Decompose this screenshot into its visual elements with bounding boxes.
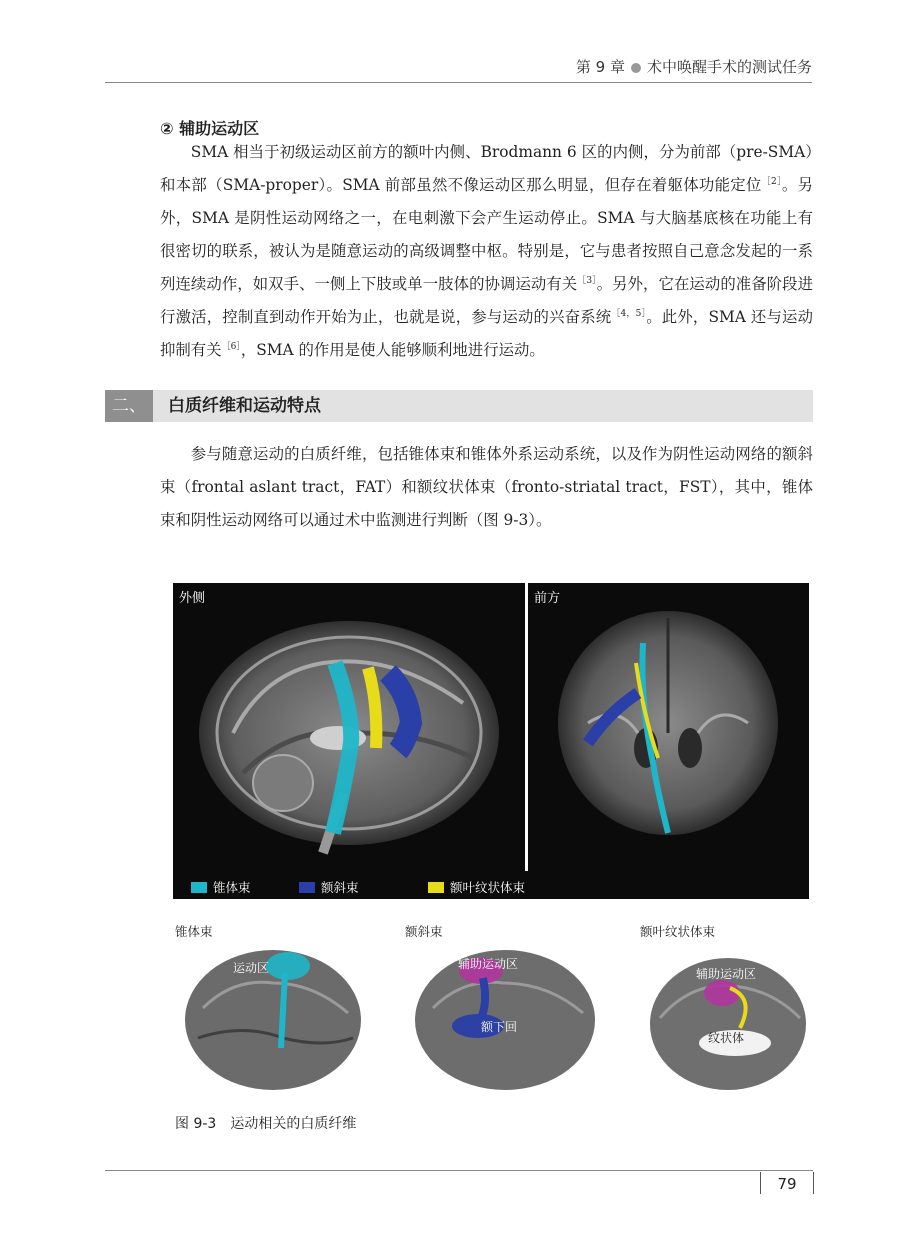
label-striatum: 纹状体 — [708, 1031, 745, 1045]
legend-item-fat: 额斜束 — [299, 878, 359, 896]
caption-number: 图 9-3 — [175, 1116, 217, 1132]
panel-label-lateral: 外侧 — [179, 591, 206, 606]
subfigure-title-fst: 额叶纹状体束 — [640, 924, 716, 939]
label-motor-area: 运动区 — [233, 961, 270, 975]
section-title: 白质纤维和运动特点 — [168, 396, 321, 416]
figure-caption — [175, 1113, 356, 1133]
chapter-number: 第 9 章 — [575, 58, 625, 76]
subfigure-fat-brain — [403, 938, 608, 1098]
subfigure-cst-brain — [173, 938, 373, 1098]
label-ifg: 额下回 — [481, 1020, 518, 1034]
legend-item-cst: 锥体束 — [191, 878, 251, 896]
citation-ref: ［6］ — [221, 341, 241, 352]
figure-panel-lateral — [173, 583, 525, 871]
citation-ref: ［2］ — [761, 176, 782, 187]
subfigure-fst-brain — [640, 938, 815, 1098]
footer-rule — [105, 1170, 813, 1171]
citation-ref: ［3］ — [577, 275, 597, 286]
page-number: 79 — [760, 1172, 814, 1194]
chapter-title: 术中唤醒手术的测试任务 — [646, 58, 812, 76]
running-header — [105, 50, 812, 83]
coronal-brain-image — [528, 583, 809, 871]
panel-label-anterior: 前方 — [534, 591, 561, 606]
section-number: 二、 — [105, 390, 153, 422]
paragraph-white-matter: 参与随意运动的白质纤维，包括锥体束和锥体外系运动系统，以及作为阴性运动网络的额斜束（frontal aslant tract，FAT）和额纹状体束（fronto-striatal tract，FST），其中，锥体束和阴性运动网络可以通过术中监测进行判断（图 9-3）。 — [160, 445, 813, 529]
figure-legend — [173, 871, 809, 899]
paragraph-sma: SMA 相当于初级运动区前方的额叶内侧、Brodmann 6 区的内侧，分为前部（pre-SMA）和本部（SMA-proper）。SMA 前部虽然不像运动区那么明显，但存在着躯体功能定位$^{[2]}$。另外，SMA 是阴性运动网络之一，在电刺激下会产生运动停止。SMA 与大脑基底核在功能上有很密切的联系，被认为是随意运动的高级调整中枢。特别是，它与患者按照自己意念发起的一系列连续动作，如双手、一侧上下肢或单一肢体的协调运动有关$^{[3]}$。另外，它在运动的准备阶段进行激活，控制直到动作开始为止，也就是说，参与运动的兴奋系统$^{[4,5]}$。此外，SMA 还与运动抑制有关$^{[6]}$，SMA 的作用是使人能够顺利地进行运动。 — [160, 143, 814, 359]
sagittal-brain-image — [173, 583, 525, 871]
label-sma: 辅助运动区 — [458, 957, 519, 971]
header-title — [576, 56, 812, 77]
subfigure-title-cst: 锥体束 — [175, 924, 213, 939]
legend-swatch — [299, 882, 315, 893]
label-sma: 辅助运动区 — [696, 967, 757, 981]
bullet-dot-icon — [631, 63, 641, 73]
legend-swatch — [428, 882, 444, 893]
figure-panel-anterior — [528, 583, 809, 871]
legend-item-fst: 额叶纹状体束 — [428, 878, 525, 896]
subsection-heading: ② 辅助运动区 — [160, 119, 260, 138]
citation-ref: ［4，5］ — [611, 308, 647, 319]
subfigure-title-fat: 额斜束 — [405, 924, 443, 939]
caption-text: 运动相关的白质纤维 — [230, 1116, 357, 1132]
legend-swatch — [191, 882, 207, 893]
